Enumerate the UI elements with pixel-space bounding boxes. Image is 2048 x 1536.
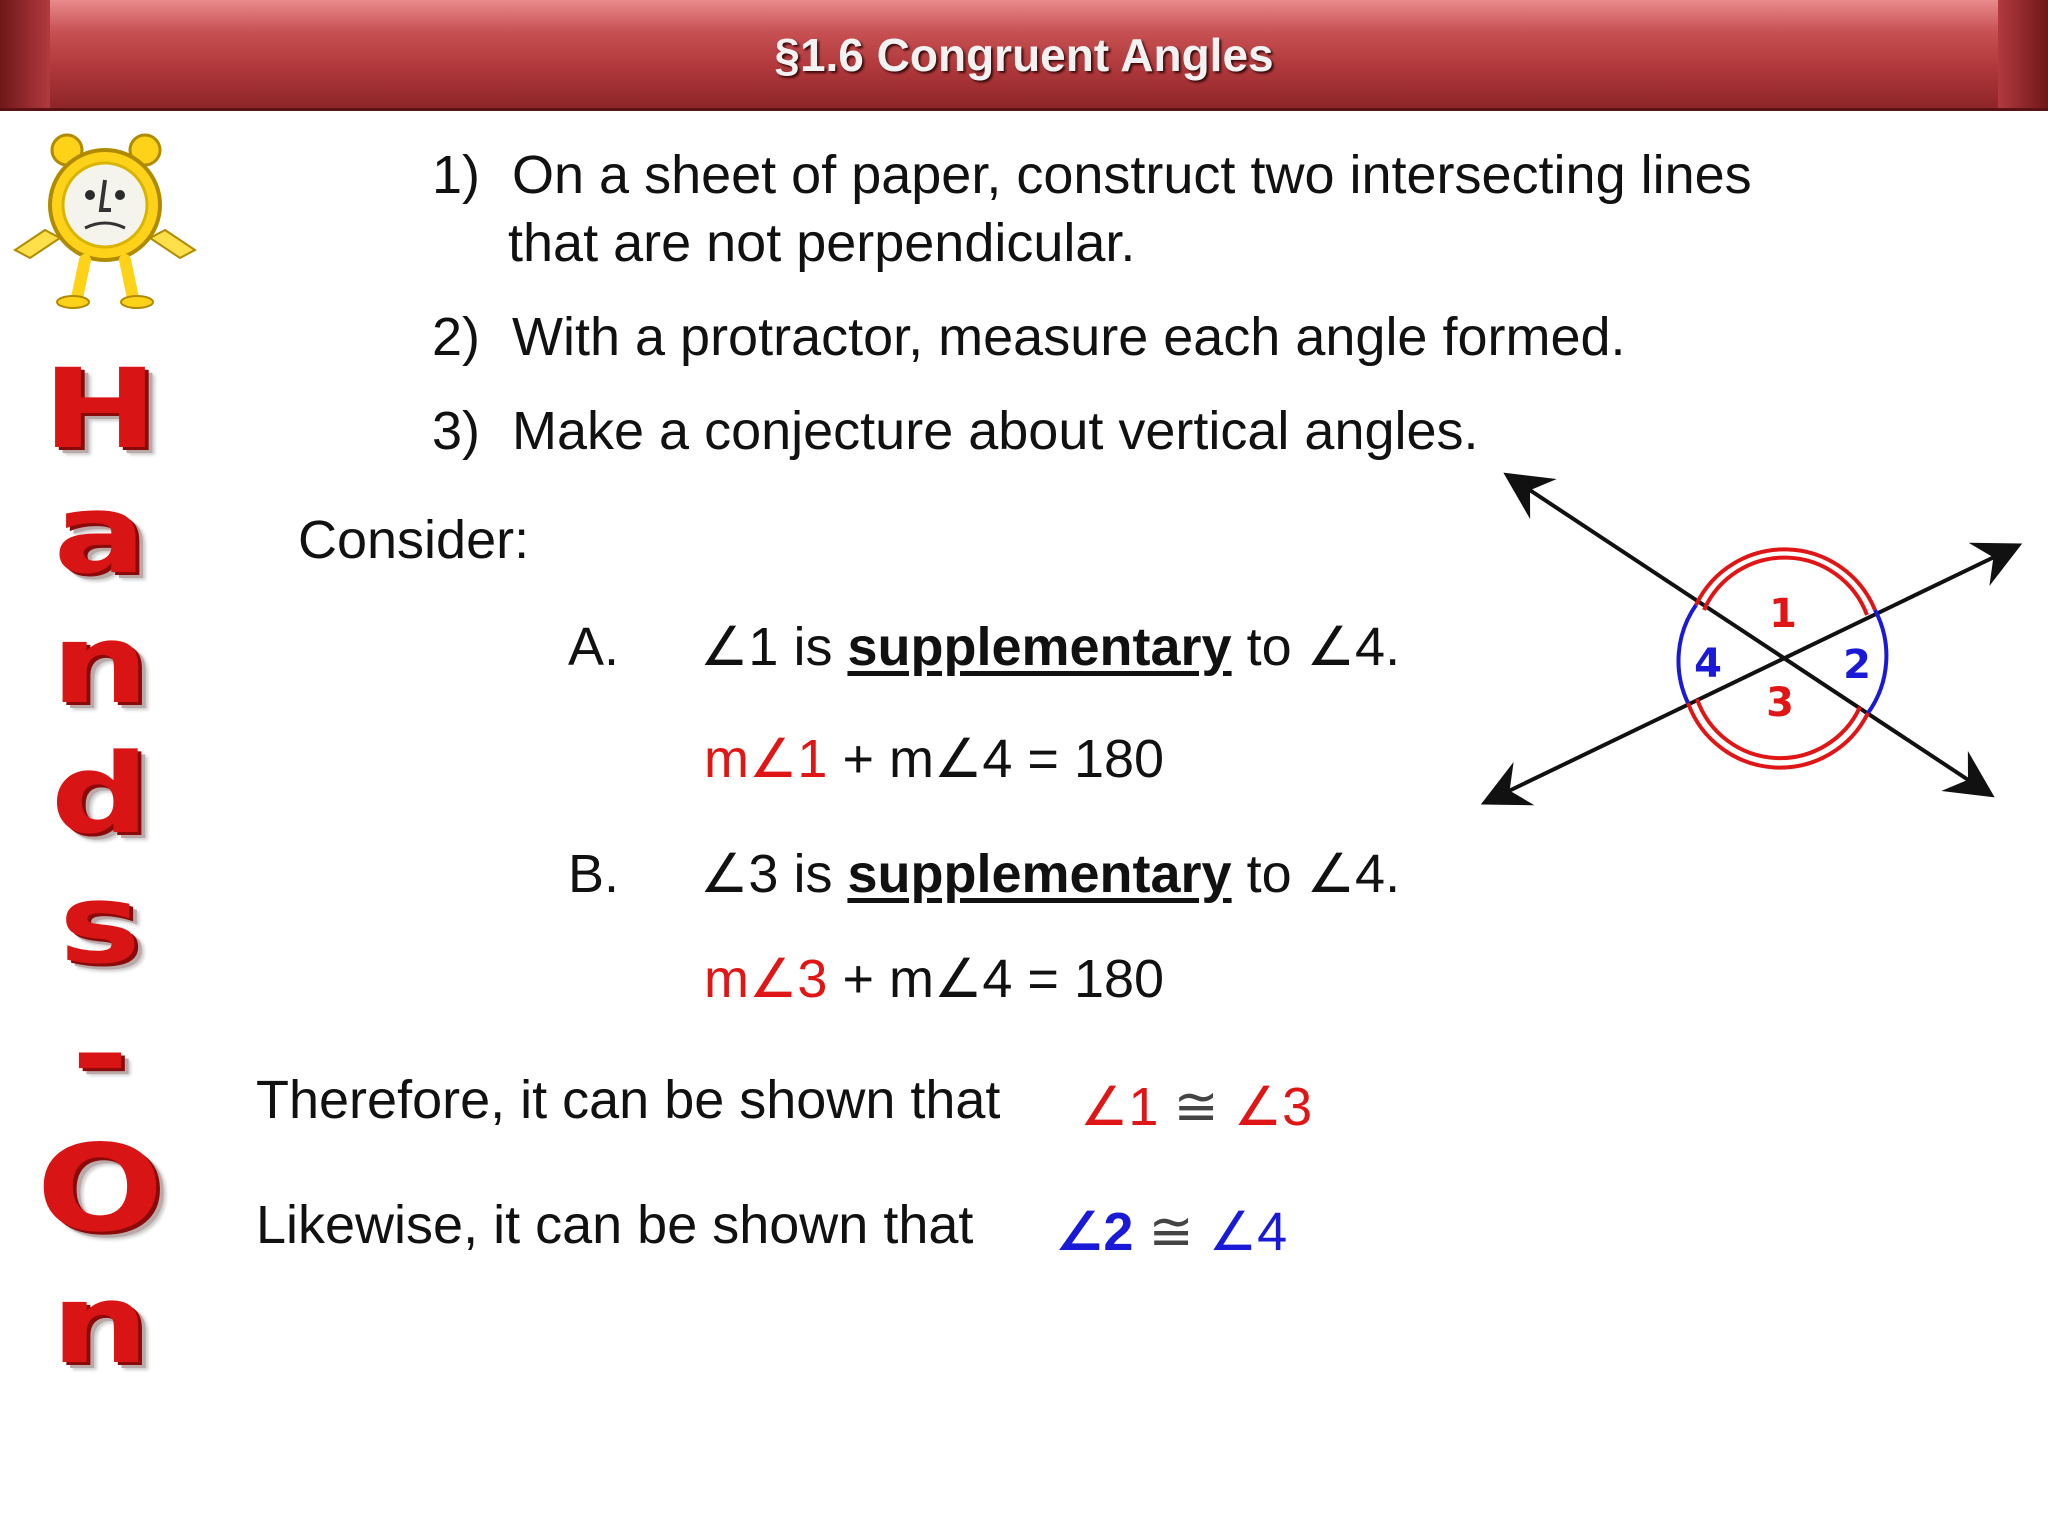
step-1-line-2: that are not perpendicular. (508, 213, 1136, 273)
angle-label-4: 4 (1694, 641, 1722, 687)
item-b-to: to (1231, 844, 1307, 904)
item-b-statement (700, 842, 1400, 907)
title-bar (0, 0, 2048, 111)
item-b-equation-rest: + m∠4 = 180 (827, 949, 1165, 1009)
item-a-equation-red: m∠1 (704, 729, 828, 789)
conclusion-2-angle-b: ∠4 (1208, 1202, 1288, 1262)
conclusion-1-angle-b: ∠3 (1233, 1077, 1313, 1137)
item-a-keyword: supplementary (847, 617, 1232, 677)
sidebar-letter-o: O (36, 1120, 164, 1259)
item-a-statement (700, 615, 1400, 680)
item-b-keyword: supplementary (847, 844, 1232, 904)
conclusion-2-congruent-symbol: ≅ (1133, 1202, 1209, 1262)
item-a-to: to (1231, 617, 1307, 677)
step-1-number: 1) (432, 145, 481, 205)
item-a-angle-1: ∠1 is (700, 617, 848, 677)
angle-label-1: 1 (1769, 591, 1797, 637)
sidebar-letter-d: d (50, 730, 150, 858)
item-b-equation-red: m∠3 (704, 949, 828, 1009)
item-b-equation (704, 947, 1164, 1012)
item-b-letter: B. (568, 844, 620, 904)
conclusion-1-result (1080, 1075, 1312, 1140)
item-b-angle-2: ∠4. (1306, 844, 1401, 904)
sidebar-letter-h: H (42, 345, 158, 473)
step-2-number: 2) (432, 307, 481, 367)
hands-on-sidebar (0, 110, 200, 1536)
sidebar-letter-s: s (59, 860, 141, 988)
consider-label: Consider: (298, 510, 530, 570)
sidebar-letter-a: a (53, 470, 147, 598)
step-2-text: With a protractor, measure each angle formed. (512, 307, 1626, 367)
item-b-angle-1: ∠3 is (700, 844, 848, 904)
sidebar-letter-n2: n (51, 1260, 149, 1388)
conclusion-1-text: Therefore, it can be shown that (256, 1070, 1001, 1130)
alarm-clock-character-icon (5, 110, 205, 310)
sidebar-letter-dash: - (71, 990, 129, 1118)
slide-title: §1.6 Congruent Angles (774, 29, 1274, 81)
item-a-equation (704, 727, 1164, 792)
step-3-text: Make a conjecture about vertical angles. (512, 401, 1479, 461)
conclusion-2-result (1055, 1200, 1287, 1265)
line-1 (1510, 477, 1988, 793)
conclusion-2-text: Likewise, it can be shown that (256, 1195, 974, 1255)
conclusion-2-angle-a: ∠2 (1055, 1202, 1134, 1262)
step-1-line-1: On a sheet of paper, construct two intersecting lines (512, 145, 1752, 205)
step-3-number: 3) (432, 401, 481, 461)
sidebar-letter-n: n (51, 600, 149, 728)
item-a-equation-rest: + m∠4 = 180 (827, 729, 1165, 789)
conclusion-1-congruent-symbol: ≅ (1158, 1077, 1234, 1137)
angle-label-2: 2 (1843, 642, 1871, 688)
item-a-angle-2: ∠4. (1306, 617, 1401, 677)
conclusion-1-angle-a: ∠1 (1080, 1077, 1159, 1137)
item-a-letter: A. (568, 617, 620, 677)
vertical-angles-diagram (1470, 465, 2040, 825)
angle-label-3: 3 (1766, 680, 1794, 726)
